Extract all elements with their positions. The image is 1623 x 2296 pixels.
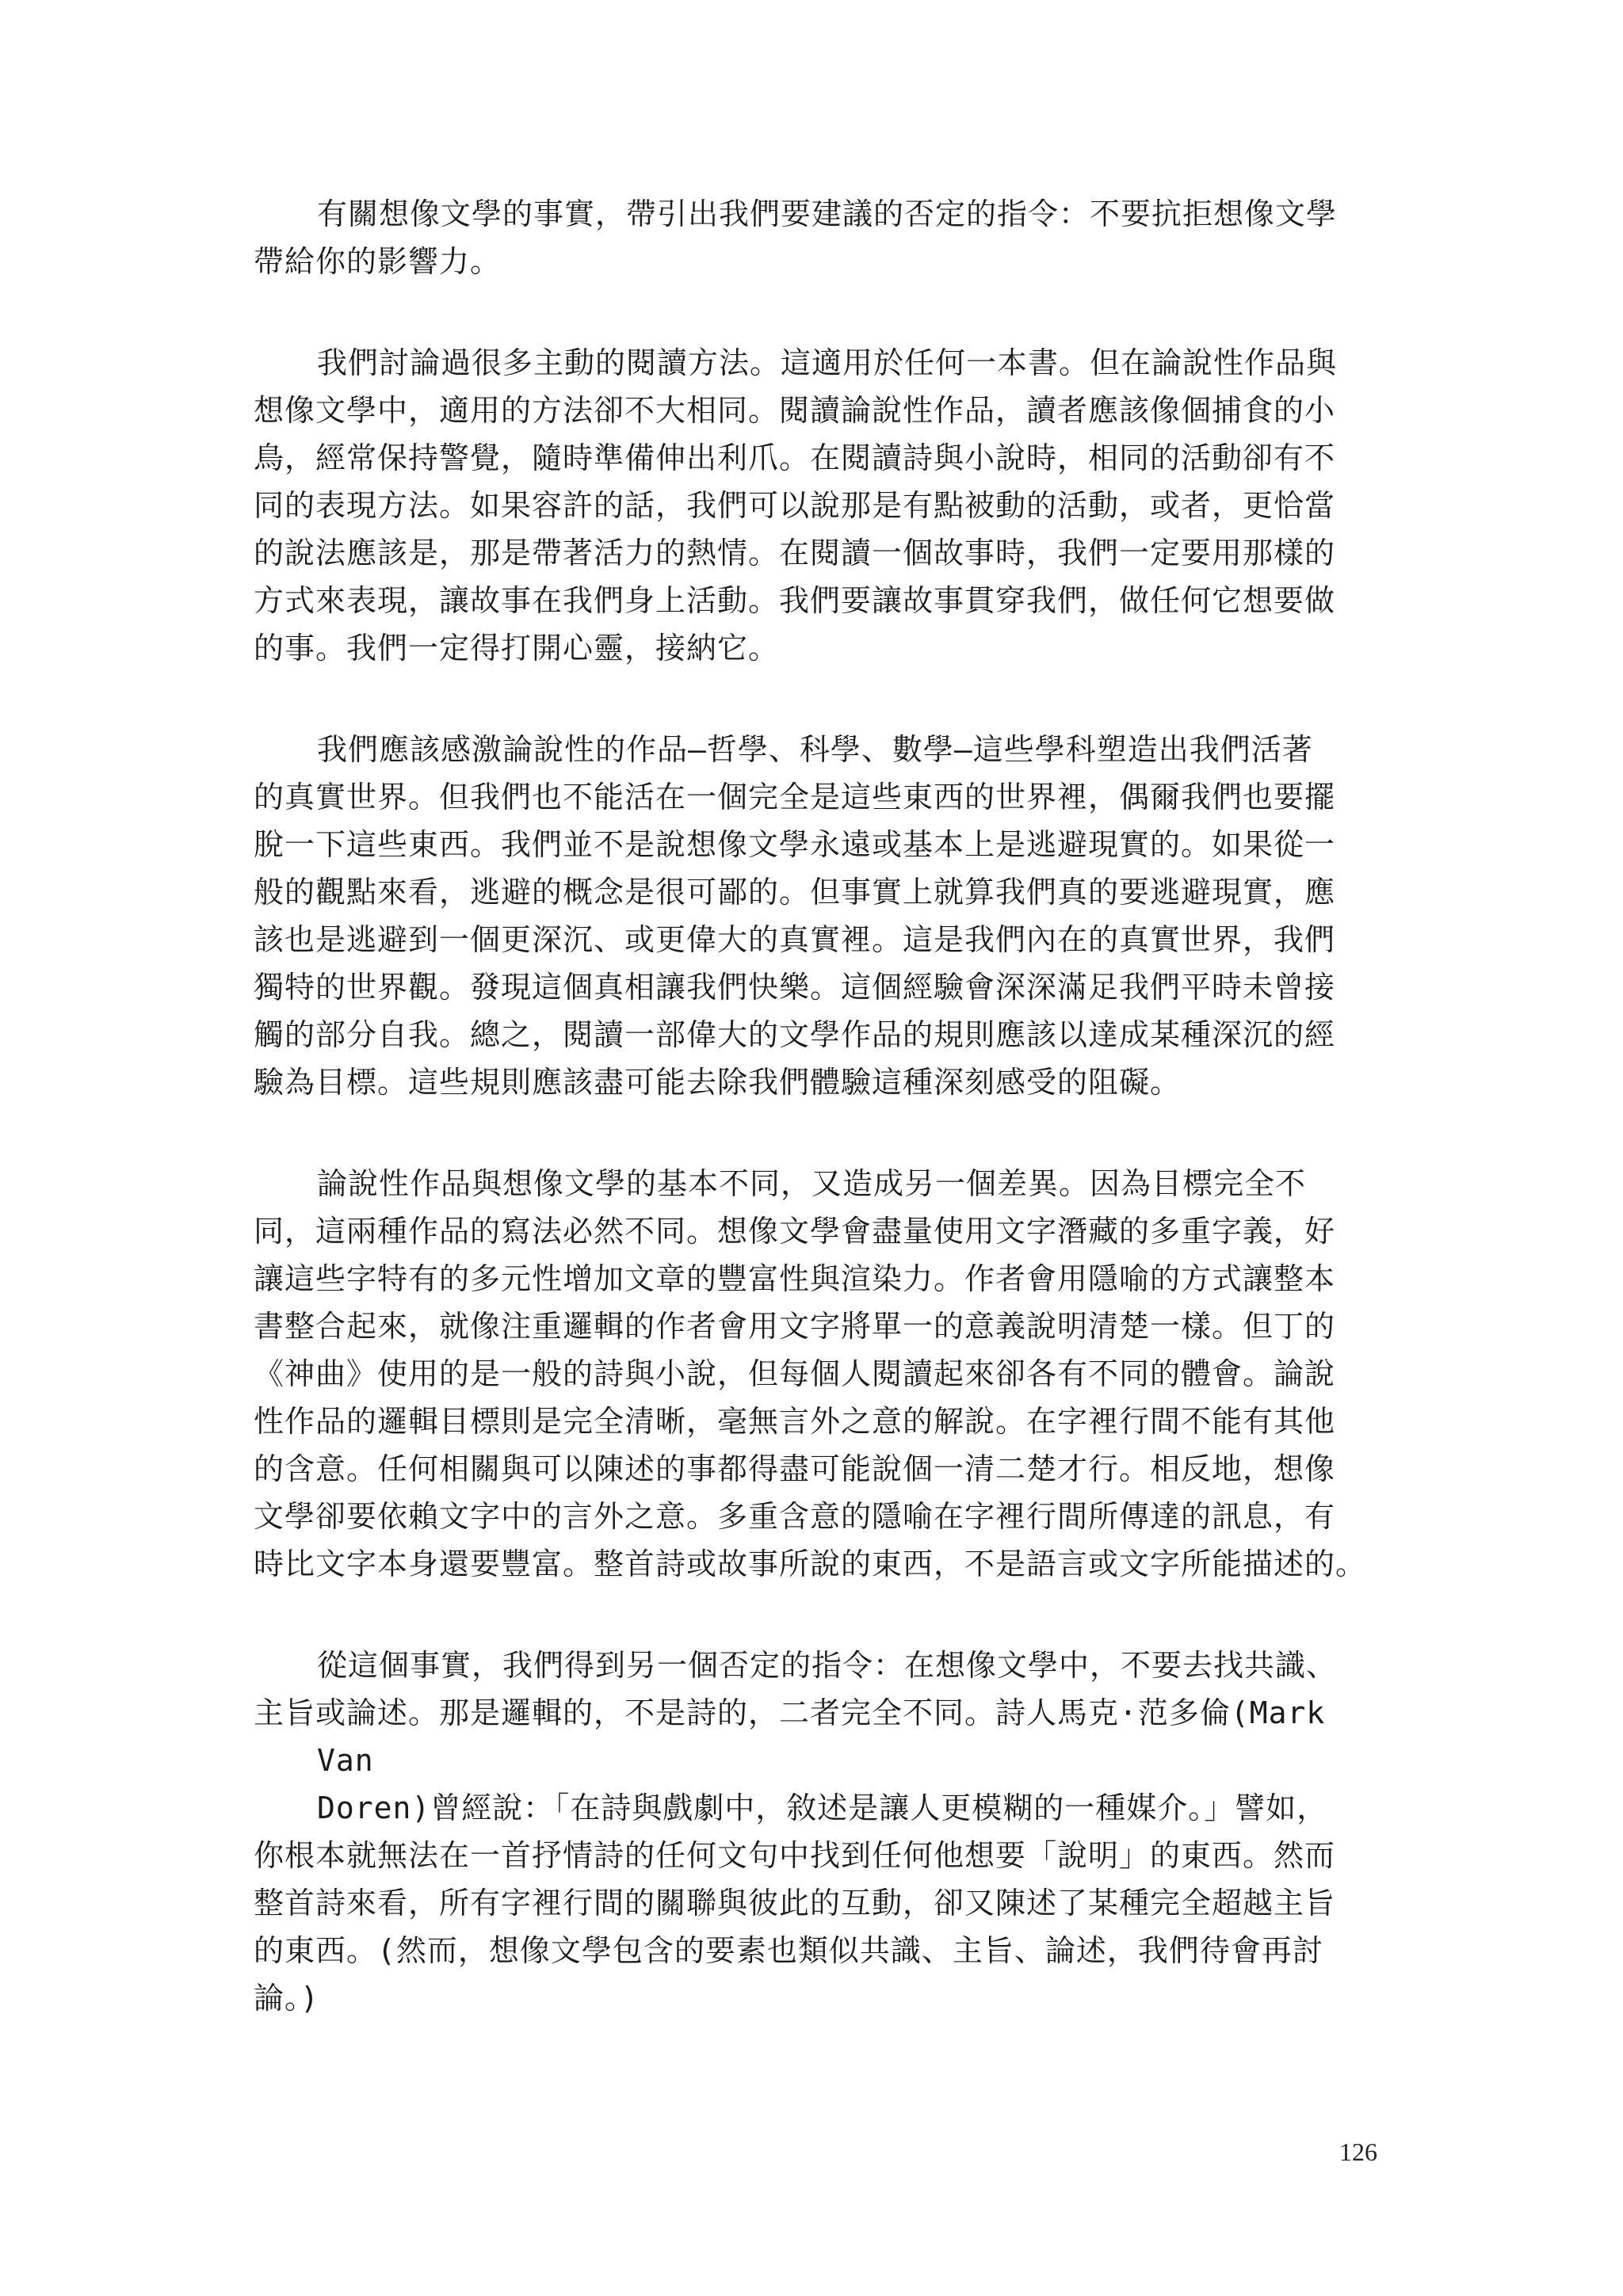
text-line: 你根本就無法在一首抒情詩的任何文句中找到任何他想要「說明」的東西。然而 [254, 1838, 1336, 1873]
text-line: 整首詩來看，所有字裡行間的關聯與彼此的互動，卻又陳述了某種完全超越主旨 [254, 1886, 1336, 1920]
paragraph-1 [254, 190, 1379, 285]
text-line: 時比文字本身還要豐富。整首詩或故事所說的東西，不是語言或文字所能描述的。 [254, 1547, 1367, 1581]
text-line: 讓這些字特有的多元性增加文章的豐富性與渲染力。作者會用隱喻的方式讓整本 [254, 1261, 1336, 1296]
paragraph-5 [254, 1642, 1379, 2022]
text-line: 同的表現方法。如果容許的話，我們可以說那是有點被動的活動，或者，更恰當 [254, 488, 1336, 523]
text-line: 從這個事實，我們得到另一個否定的指令：在想像文學中，不要去找共識、 [317, 1648, 1338, 1683]
text-line: Doren)曾經說：「在詩與戲劇中，敘述是讓人更模糊的一種媒介。」譬如， [317, 1791, 1328, 1825]
text-line: 方式來表現，讓故事在我們身上活動。我們要讓故事貫穿我們，做任何它想要做 [254, 583, 1336, 618]
paragraph-2 [254, 339, 1379, 672]
text-line: 《神曲》使用的是一般的詩與小說，但每個人閱讀起來卻各有不同的體會。論說 [254, 1356, 1336, 1391]
text-line: 驗為目標。這些規則應該盡可能去除我們體驗這種深刻感受的阻礙。 [254, 1065, 1182, 1100]
page-number: 126 [1339, 2138, 1377, 2166]
text-line: 脫一下這些東西。我們並不是說想像文學永遠或基本上是逃避現實的。如果從一 [254, 827, 1336, 862]
text-line: 主旨或論述。那是邏輯的，不是詩的，二者完全不同。詩人馬克·范多倫(Mark [254, 1695, 1326, 1730]
text-line: 該也是逃避到一個更深沉、或更偉大的真實裡。這是我們內在的真實世界，我們 [254, 922, 1336, 957]
text-line: 想像文學中，適用的方法卻不大相同。閱讀論說性作品，讀者應該像個捕食的小 [254, 393, 1336, 428]
text-line: 性作品的邏輯目標則是完全清晰，毫無言外之意的解說。在字裡行間不能有其他 [254, 1404, 1336, 1439]
text-line: 帶給你的影響力。 [254, 244, 502, 279]
text-line: 文學卻要依賴文字中的言外之意。多重含意的隱喻在字裡行間所傳達的訊息，有 [254, 1499, 1336, 1534]
paragraph-4 [254, 1160, 1379, 1588]
text-line: 同，這兩種作品的寫法必然不同。想像文學會盡量使用文字潛藏的多重字義，好 [254, 1214, 1336, 1249]
text-line: 獨特的世界觀。發現這個真相讓我們快樂。這個經驗會深深滿足我們平時未曾接 [254, 970, 1336, 1005]
text-line: 的事。我們一定得打開心靈，接納它。 [254, 631, 780, 666]
text-line: 論說性作品與想像文學的基本不同，又造成另一個差異。因為目標完全不 [317, 1166, 1307, 1201]
text-line: 鳥，經常保持警覺，隨時準備伸出利爪。在閱讀詩與小說時，相同的活動卻有不 [254, 441, 1336, 475]
text-line: Van [317, 1743, 374, 1778]
text-line: 的說法應該是，那是帶著活力的熱情。在閱讀一個故事時，我們一定要用那樣的 [254, 536, 1336, 570]
text-line: 書整合起來，就像注重邏輯的作者會用文字將單一的意義說明清楚一樣。但丁的 [254, 1309, 1336, 1344]
text-line: 的東西。(然而，想像文學包含的要素也類似共識、主旨、論述，我們待會再討 [254, 1933, 1323, 1968]
document-body [254, 190, 1379, 2076]
text-line: 我們討論過很多主動的閱讀方法。這適用於任何一本書。但在論說性作品與 [317, 345, 1338, 380]
text-line: 我們應該感激論說性的作品—哲學、科學、數學—這些學科塑造出我們活著 [317, 732, 1313, 767]
text-line: 的含意。任何相關與可以陳述的事都得盡可能說個一清二楚才行。相反地，想像 [254, 1451, 1336, 1486]
text-line: 論。) [254, 1981, 319, 2016]
text-line: 般的觀點來看，逃避的概念是很可鄙的。但事實上就算我們真的要逃避現實，應 [254, 875, 1336, 910]
paragraph-3 [254, 726, 1379, 1106]
text-line: 有關想像文學的事實，帶引出我們要建議的否定的指令：不要抗拒想像文學 [317, 196, 1338, 231]
text-line: 的真實世界。但我們也不能活在一個完全是這些東西的世界裡，偶爾我們也要擺 [254, 780, 1336, 814]
text-line: 觸的部分自我。總之，閱讀一部偉大的文學作品的規則應該以達成某種深沉的經 [254, 1017, 1336, 1052]
